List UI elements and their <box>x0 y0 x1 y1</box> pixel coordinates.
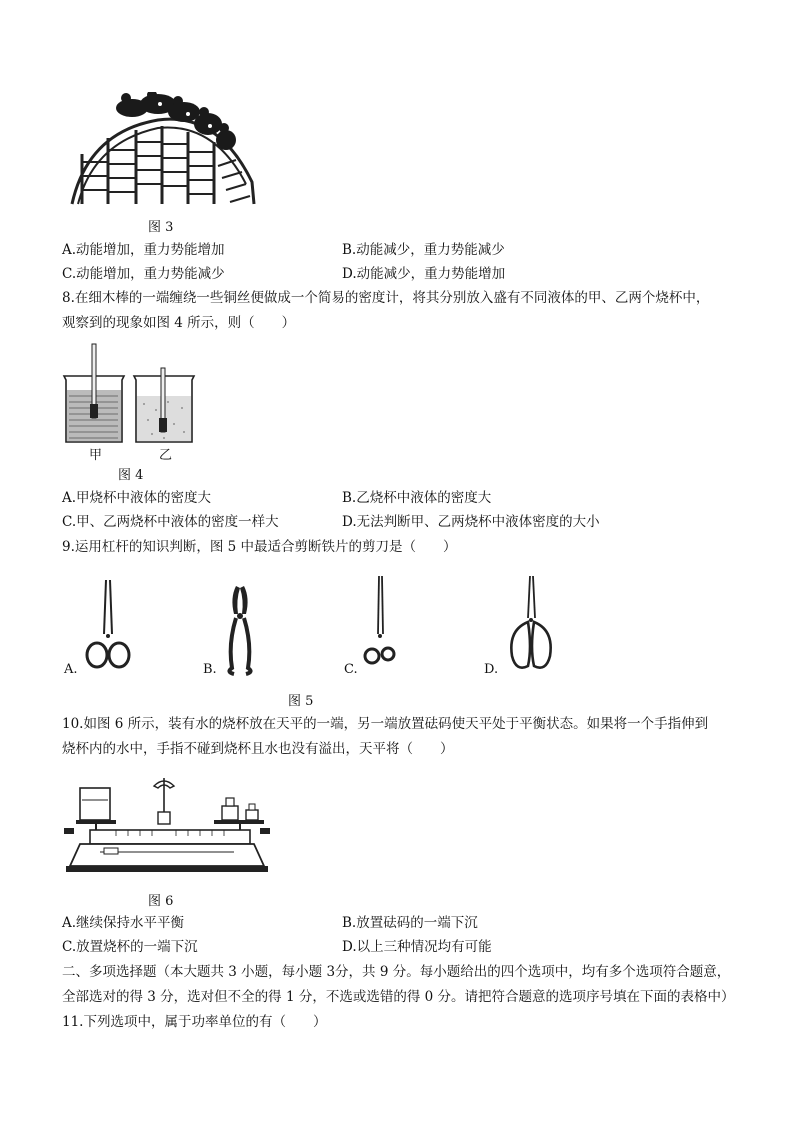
figure-5-caption: 图 5 <box>288 694 314 709</box>
scissors-d-figure <box>506 574 556 674</box>
scissors-b-figure <box>220 584 260 676</box>
q7-option-a: A.动能增加，重力势能增加 <box>62 242 225 258</box>
q10-option-a: A.继续保持水平平衡 <box>62 915 185 931</box>
section2-heading-line2: 全部选对的得 3 分，选对但不全的得 1 分，不选或选错的得 0 分。请把符合题意的选项序号填在下面的表格中） <box>62 989 735 1005</box>
q8-option-b: B.乙烧杯中液体的密度大 <box>342 490 492 506</box>
q7-option-b: B.动能减少，重力势能减少 <box>342 242 505 258</box>
scissors-d-label: D. <box>484 662 499 677</box>
scissors-a-label: A. <box>64 662 78 677</box>
figure-6-caption: 图 6 <box>148 894 174 909</box>
beakers-figure <box>60 338 200 462</box>
q8-option-d: D.无法判断甲、乙两烧杯中液体密度的大小 <box>342 514 600 530</box>
q8-option-c: C.甲、乙两烧杯中液体的密度一样大 <box>62 514 279 530</box>
figure-3-caption: 图 3 <box>148 220 174 235</box>
scissors-a-figure <box>84 578 132 672</box>
beaker-label-right: 乙 <box>159 448 173 463</box>
section2-heading-line1: 二、多项选择题（本大题共 3 小题，每小题 3分，共 9 分。每小题给出的四个选项中，均有多个选项符合题意， <box>62 964 731 980</box>
q11-stem-line1: 11.下列选项中，属于功率单位的有（ ） <box>62 1014 327 1030</box>
q8-stem-line2: 观察到的现象如图 4 所示，则（ ） <box>62 315 296 331</box>
beaker-label-left: 甲 <box>89 448 103 463</box>
q10-option-b: B.放置砝码的一端下沉 <box>342 915 478 931</box>
q7-option-d: D.动能减少，重力势能增加 <box>342 266 506 282</box>
q8-stem-line1: 8.在细木棒的一端缠绕一些铜丝便做成一个简易的密度计，将其分别放入盛有不同液体的甲、乙两个烧杯中， <box>62 290 710 306</box>
scissors-c-label: C. <box>344 662 358 677</box>
scissors-c-figure <box>362 574 398 670</box>
q9-stem-line1: 9.运用杠杆的知识判断，图 5 中最适合剪断铁片的剪刀是（ ） <box>62 539 457 555</box>
q10-stem-line2: 烧杯内的水中，手指不碰到烧杯且水也没有溢出，天平将（ ） <box>62 741 454 757</box>
scissors-b-label: B. <box>203 662 217 677</box>
q10-option-d: D.以上三种情况均有可能 <box>342 939 492 955</box>
roller-coaster-figure <box>68 92 258 208</box>
balance-scale-figure <box>60 772 274 882</box>
q10-option-c: C.放置烧杯的一端下沉 <box>62 939 198 955</box>
q10-stem-line1: 10.如图 6 所示，装有水的烧杯放在天平的一端，另一端放置砝码使天平处于平衡状态。如果将一个手指伸到 <box>62 716 709 732</box>
figure-4-caption: 图 4 <box>118 468 144 483</box>
q7-option-c: C.动能增加，重力势能减少 <box>62 266 225 282</box>
q8-option-a: A.甲烧杯中液体的密度大 <box>62 490 212 506</box>
